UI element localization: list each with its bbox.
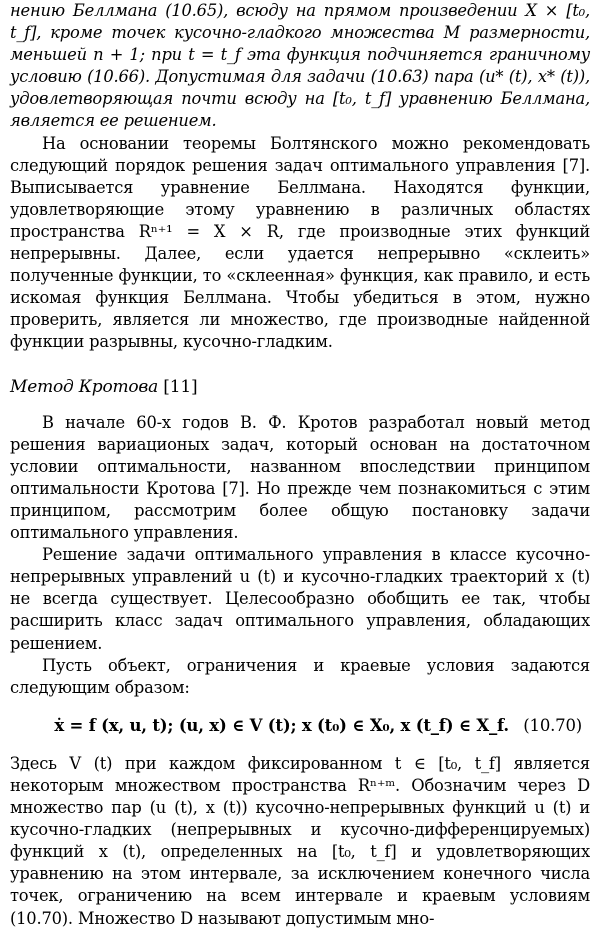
krotov-extension-paragraph bbox=[10, 544, 590, 654]
paragraph-text: Здесь V (t) при каждом фиксированном t ∈ [t₀, t_f] является некоторым множеством пространства Rⁿ⁺ᵐ. Обозначим через D множество пар (u (t), x (t)) кусочно-непрерывных функций u (t) и кусочно-гладких (непрерывных и кусочно-дифференцируемых) функций x (t), определенных на [t₀, t_f] и удовлетворяющих уравнению на этом интервале, за исключением конечного числа точек, ограничению на всем интервале и краевым условиям (10.70). Множество D называют допустимым мно- bbox=[10, 753, 590, 928]
equation-number: (10.70) bbox=[523, 715, 582, 735]
paragraph-text: На основании теоремы Болтянского можно рекомендовать следующий порядок решения задач оптимального управления [7]. Выписывается уравнение Беллмана. Находятся функции, удовлетворяющие этому уравнению в различных областях пространства Rⁿ⁺¹ = X × R, где производные этих функций непрерывны. Далее, если удается непрерывно «склеить» полученные функции, то «склеенная» функция, как правило, и есть искомая функция Беллмана. Чтобы убедиться в этом, нужно проверить, является ли множество, где производные найденной функции разрывны, кусочно-гладким. bbox=[10, 133, 590, 352]
paragraph-text: Решение задачи оптимального управления в классе кусочно-непрерывных управлений u (t) и кусочно-гладких траекторий x (t) не всегда существует. Целесообразно обобщить ее так, чтобы расширить класс задач оптимального управления, обладающих решением. bbox=[10, 545, 590, 653]
section-reference: [11] bbox=[163, 376, 198, 397]
closing-paragraph bbox=[10, 753, 590, 930]
equation-expression: ẋ = f (x, u, t); (u, x) ∈ V (t); x (t₀) ∈ X₀, x (t_f) ∈ X_f. bbox=[54, 715, 509, 735]
paragraph-text: Пусть объект, ограничения и краевые условия задаются следующим образом: bbox=[10, 655, 590, 697]
section-title: Метод Кротова bbox=[10, 376, 159, 397]
section-heading bbox=[10, 376, 590, 398]
bellman-theorem-text bbox=[10, 0, 590, 133]
paragraph-text: нению Беллмана (10.65), всюду на прямом произведении X × [t₀, t_f], кроме точек кусочно-гладкого множества M размерности, меньшей n + 1; при t = t_f эта функция подчиняется граничному условию (10.66). Допустимая для задачи (10.63) пара (u* (t), x* (t)), удовлетворяющая почти всюду на [t₀, t_f] уравнению Беллмана, является ее решением. bbox=[10, 1, 590, 131]
boltyansky-recommendation-paragraph bbox=[10, 133, 590, 354]
krotov-setup-paragraph bbox=[10, 655, 590, 699]
krotov-intro-paragraph bbox=[10, 412, 590, 545]
paragraph-text: В начале 60-х годов В. Ф. Кротов разработал новый метод решения вариационых задач, который основан на достаточном условии оптимальности, названном впоследствии принципом оптимальности Кротова [7]. Но прежде чем познакомиться с этим принципом, рассмотрим более общую постановку задачи оптимального управления. bbox=[10, 412, 590, 543]
book-page bbox=[10, 0, 590, 930]
equation-10-70 bbox=[10, 715, 590, 737]
